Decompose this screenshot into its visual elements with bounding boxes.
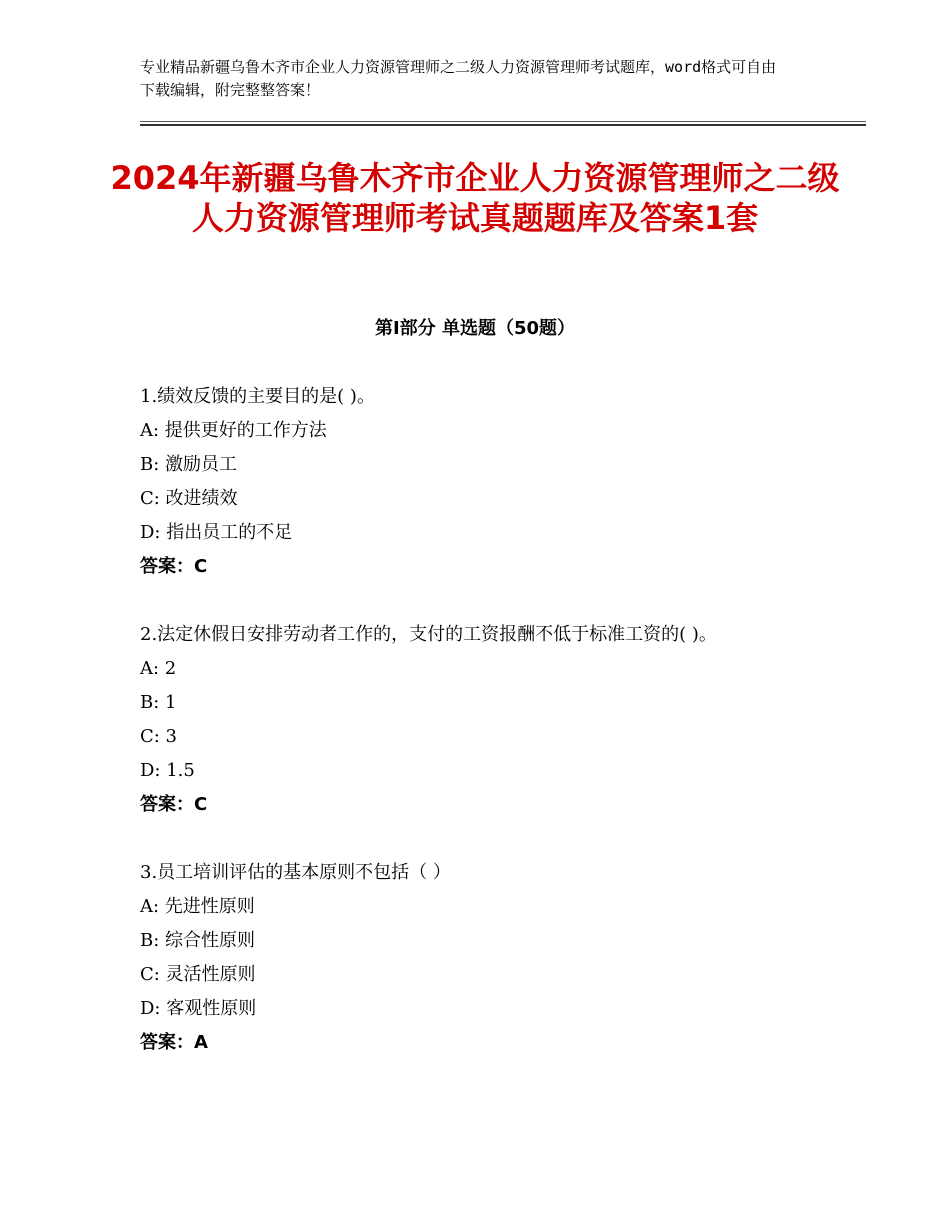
- question-stem: 2.法定休假日安排劳动者工作的，支付的工资报酬不低于标准工资的( )。: [140, 624, 717, 645]
- option-c: C: 改进绩效: [140, 488, 238, 509]
- question-1: [140, 380, 810, 584]
- document-title: 2024年新疆乌鲁木齐市企业人力资源管理师之二级人力资源管理师考试真题题库及答案1套: [110, 159, 840, 237]
- header-divider: [140, 121, 866, 122]
- question-2: [140, 618, 810, 822]
- option-a: A: 先进性原则: [140, 896, 255, 917]
- question-stem: 1.绩效反馈的主要目的是( )。: [140, 386, 375, 407]
- option-d: D: 客观性原则: [140, 998, 257, 1019]
- option-c: C: 3: [140, 726, 178, 747]
- answer-line: 答案：A: [140, 1032, 208, 1053]
- option-b: B: 激励员工: [140, 454, 238, 475]
- answer-line: 答案：C: [140, 794, 208, 815]
- question-list: [140, 380, 810, 1094]
- part-heading: 第Ⅰ部分 单选题（50题）: [374, 318, 575, 339]
- answer-line: 答案：C: [140, 556, 208, 577]
- option-d: D: 1.5: [140, 760, 195, 781]
- option-d: D: 指出员工的不足: [140, 522, 293, 543]
- question-3: [140, 856, 810, 1060]
- option-b: B: 1: [140, 692, 177, 713]
- option-a: A: 2: [140, 658, 177, 679]
- option-b: B: 综合性原则: [140, 930, 256, 951]
- question-stem: 3.员工培训评估的基本原则不包括（ ）: [140, 862, 451, 883]
- option-a: A: 提供更好的工作方法: [140, 420, 327, 441]
- header-divider-thick: [140, 124, 866, 126]
- header-note: 专业精品新疆乌鲁木齐市企业人力资源管理师之二级人力资源管理师考试题库，word格式可自由下载编辑，附完整整答案！: [140, 58, 777, 99]
- option-c: C: 灵活性原则: [140, 964, 256, 985]
